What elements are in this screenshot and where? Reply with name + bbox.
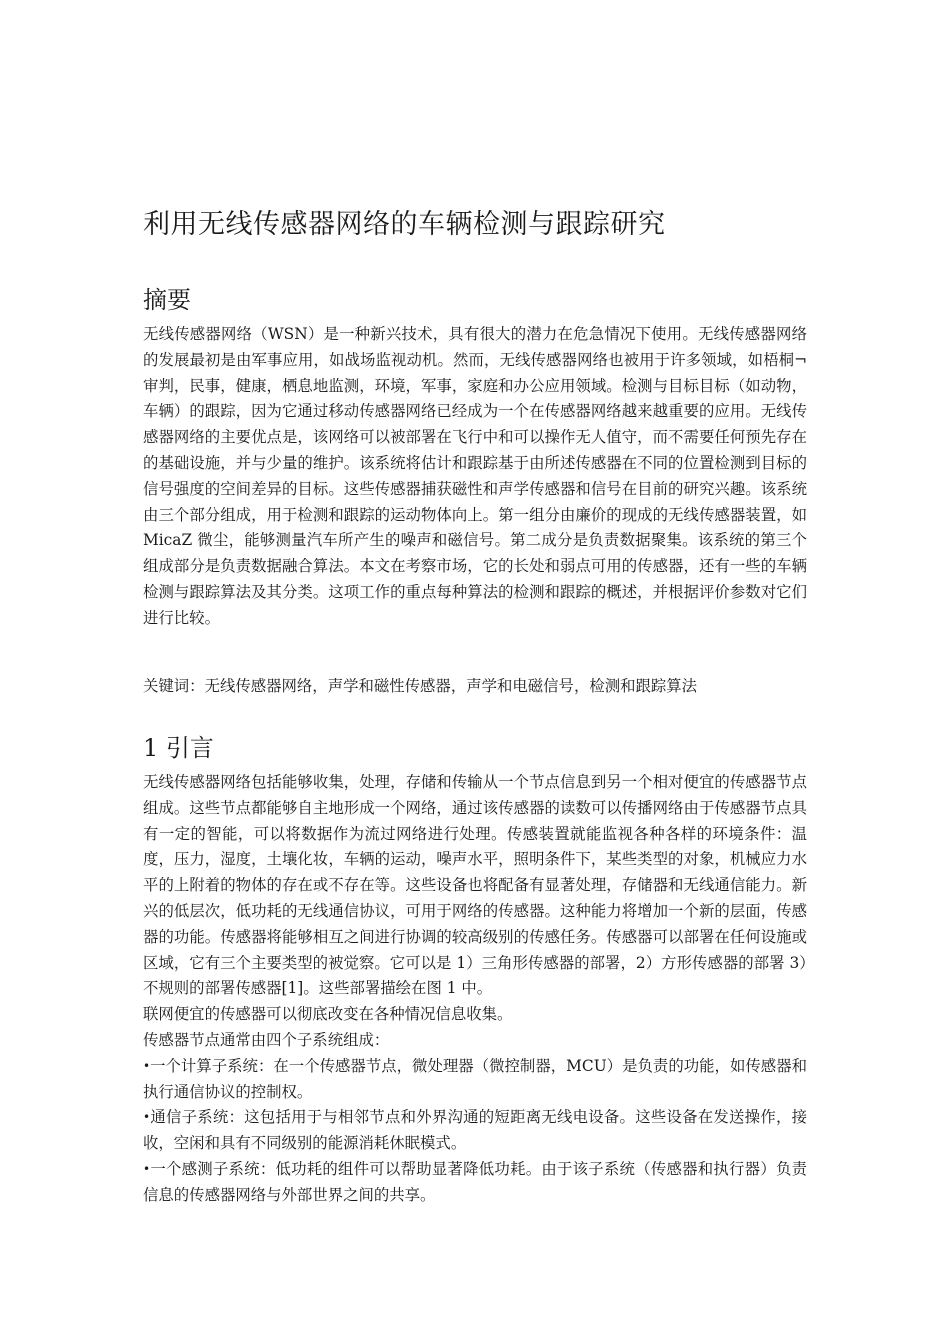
bullet-icon: • xyxy=(143,1161,151,1176)
bullet-text: 通信子系统：这包括用于与相邻节点和外界沟通的短距离无线电设备。这些设备在发送操作，接收，空闲和具有不同级别的能源消耗休眠模式。 xyxy=(143,1108,807,1153)
bullet-item xyxy=(143,1054,807,1106)
introduction-paragraph: 无线传感器网络包括能够收集，处理，存储和传输从一个节点信息到另一个相对便宜的传感器节点组成。这些节点都能够自主地形成一个网络，通过该传感器的读数可以传播网络由于传感器节点具有一定的智能，可以将数据作为流过网络进行处理。传感装置就能监视各种各样的环境条件：温度，压力，湿度，土壤化妆，车辆的运动，噪声水平，照明条件下，某些类型的对象，机械应力水平的上附着的物体的存在或不存在等。这些设备也将配备有显著处理，存储器和无线通信能力。新兴的低层次，低功耗的无线通信协议，可用于网络的传感器。这种能力将增加一个新的层面，传感器的功能。传感器将能够相互之间进行协调的较高级别的传感任务。传感器可以部署在任何设施或区域，它有三个主要类型的被觉察。它可以是 1）三角形传感器的部署，2）方形传感器的部署 3）不规则的部署传感器[1]。这些部署描绘在图 1 中。 xyxy=(143,773,807,998)
introduction-paragraph: 传感器节点通常由四个子系统组成： xyxy=(143,1030,390,1049)
bullet-text: 一个计算子系统：在一个传感器节点，微处理器（微控制器，MCU）是负责的功能，如传感器和执行通信协议的控制权。 xyxy=(143,1056,807,1101)
document-title: 利用无线传感器网络的车辆检测与跟踪研究 xyxy=(143,209,666,240)
bullet-icon: • xyxy=(143,1110,151,1125)
introduction-section xyxy=(143,770,807,1209)
bullet-item xyxy=(143,1105,807,1157)
abstract-paragraph: 无线传感器网络（WSN）是一种新兴技术，具有很大的潜力在危急情况下使用。无线传感器网络的发展最初是由军事应用，如战场监视动机。然而，无线传感器网络也被用于许多领域，如梧桐¬审判，民事，健康，栖息地监测，环境，军事，家庭和办公应用领域。检测与目标目标（如动物，车辆）的跟踪，因为它通过移动传感器网络已经成为一个在传感器网络越来越重要的应用。无线传感器网络的主要优点是，该网络可以被部署在飞行中和可以操作无人值守，而不需要任何预先存在的基础设施，并与少量的维护。该系统将估计和跟踪基于由所述传感器在不同的位置检测到目标的信号强度的空间差异的目标。这些传感器捕获磁性和声学传感器和信号在目前的研究兴趣。该系统由三个部分组成，用于检测和跟踪的运动物体向上。第一组分由廉价的现成的无线传感器装置，如 MicaZ 微尘，能够测量汽车所产生的噪声和磁信号。第二成分是负责数据聚集。该系统的第三个组成部分是负责数据融合算法。本文在考察市场，它的长处和弱点可用的传感器，还有一些的车辆检测与跟踪算法及其分类。这项工作的重点每种算法的检测和跟踪的概述，并根据评价参数对它们进行比较。 xyxy=(143,325,807,627)
introduction-heading: 1 引言 xyxy=(143,734,214,762)
bullet-text: 一个感测子系统：低功耗的组件可以帮助显著降低功耗。由于该子系统（传感器和执行器）负责信息的传感器网络与外部世界之间的共享。 xyxy=(143,1159,807,1204)
bullet-icon: • xyxy=(143,1058,151,1073)
bullet-item xyxy=(143,1157,807,1209)
introduction-paragraph: 联网便宜的传感器可以彻底改变在各种情况信息收集。 xyxy=(143,1005,513,1024)
keywords-line: 关键词：无线传感器网络，声学和磁性传感器，声学和电磁信号，检测和跟踪算法 xyxy=(143,677,698,695)
abstract-heading: 摘要 xyxy=(143,286,191,314)
